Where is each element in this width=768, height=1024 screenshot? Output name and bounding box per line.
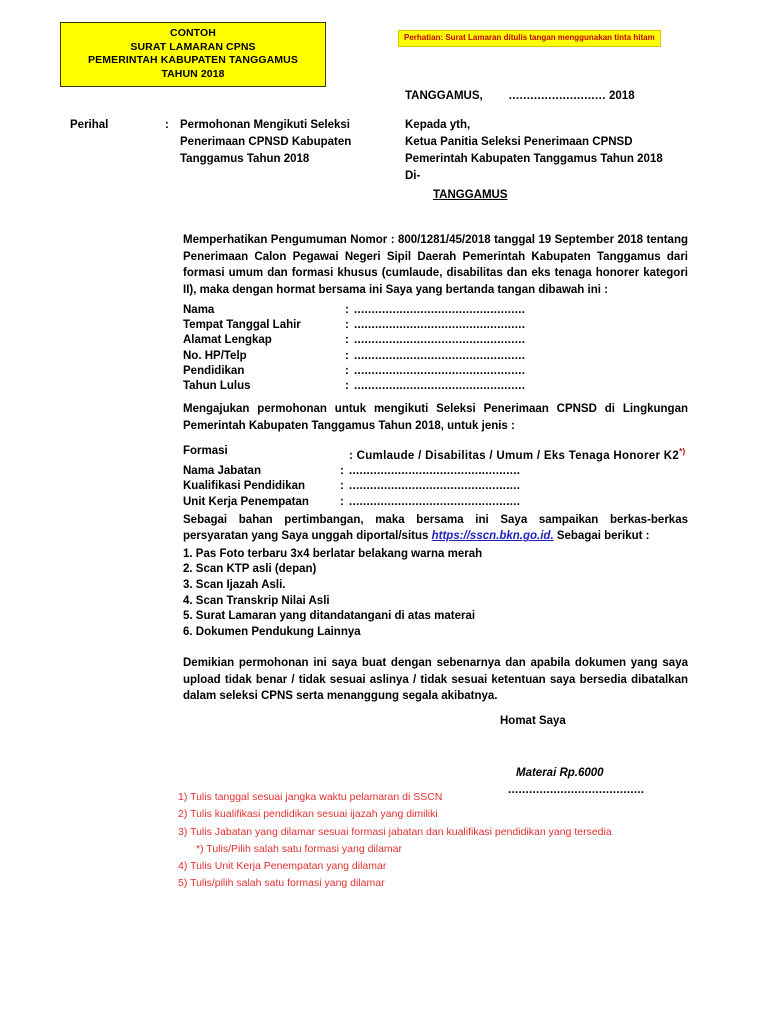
attachment-intro-text-2: Sebagai berikut :: [553, 530, 650, 543]
formasi-options: : Cumlaude / Disabilitas / Umum / Eks Tenaga Honorer K2: [349, 450, 680, 463]
field-label-pendidikan: Pendidikan: [183, 364, 245, 377]
field-label-no-hp-telp: No. HP/Telp: [183, 349, 247, 362]
table-row: [183, 364, 688, 379]
title-line-4: TAHUN 2018: [161, 67, 225, 80]
field-label-formasi: Formasi: [183, 445, 228, 458]
attention-notice-box: [398, 30, 661, 47]
field-label-tempat-tanggal-lahir: Tempat Tanggal Lahir: [183, 319, 301, 332]
attachment-intro-text-1: Sebagai bahan pertimbangan, maka bersama ini Saya sampaikan berkas-berkas persyaratan yang Saya unggah diportal/situs: [183, 513, 688, 543]
formasi-footnote-marker: *): [679, 447, 686, 457]
table-row: [183, 303, 688, 318]
title-box: [60, 22, 326, 87]
date-blank-dots: ...........................: [508, 90, 606, 102]
footnote-item-2: 2) Tulis kualifikasi pendidikan sesuai ijazah yang dimiliki: [178, 808, 438, 821]
attachment-intro-paragraph: [183, 512, 688, 545]
table-row: [183, 464, 688, 479]
field-value-pendidikan[interactable]: .................................................: [354, 364, 526, 377]
field-label-alamat-lengkap: Alamat Lengkap: [183, 334, 272, 347]
required-documents-list: [183, 547, 688, 641]
field-colon: :: [345, 380, 349, 393]
field-value-nama-jabatan[interactable]: .................................................: [349, 465, 521, 478]
attention-notice-text: Perhatian: Surat Lamaran ditulis tangan menggunakan tinta hitam: [404, 33, 655, 42]
address-line-4: Di-: [405, 170, 421, 182]
field-value-no-hp-telp[interactable]: .................................................: [354, 349, 526, 362]
field-colon: :: [345, 364, 349, 377]
address-line-2: Ketua Panitia Seleksi Penerimaan CPNSD: [405, 136, 633, 148]
field-colon: [340, 444, 349, 464]
field-colon: :: [340, 495, 344, 508]
table-row: [183, 333, 688, 348]
footnotes-block: [178, 789, 718, 893]
date-place: TANGGAMUS,: [405, 90, 483, 102]
field-colon: :: [345, 304, 349, 316]
perihal-body-line-3: Tanggamus Tahun 2018: [180, 153, 310, 165]
field-value-alamat-lengkap[interactable]: .................................................: [354, 334, 526, 347]
letter-body: [183, 232, 688, 705]
date-line: [405, 90, 635, 102]
field-label-unit-kerja-penempatan: Unit Kerja Penempatan: [183, 495, 309, 508]
list-item: 6. Dokumen Pendukung Lainnya: [183, 625, 361, 638]
field-colon: :: [345, 319, 349, 332]
footnote-item-5: 5) Tulis/pilih salah satu formasi yang dilamar: [178, 877, 385, 890]
footnote-item-3: 3) Tulis Jabatan yang dilamar sesuai formasi jabatan dan kualifikasi pendidikan yang tersedia: [178, 825, 612, 838]
address-city: TANGGAMUS: [433, 189, 508, 201]
field-colon: :: [340, 480, 344, 493]
perihal-colon: :: [165, 119, 169, 131]
signature-line[interactable]: .......................................: [508, 784, 645, 796]
field-colon: :: [345, 334, 349, 347]
table-row: [183, 495, 688, 510]
signature-block: [500, 715, 700, 796]
perihal-body-line-2: Penerimaan CPNSD Kabupaten: [180, 136, 352, 148]
field-value-nama[interactable]: .................................................: [354, 304, 526, 316]
list-item: 2. Scan KTP asli (depan): [183, 563, 317, 576]
sscn-portal-link[interactable]: https://sscn.bkn.go.id.: [431, 530, 554, 543]
field-value-formasi[interactable]: [349, 444, 688, 464]
address-block: [405, 117, 715, 204]
perihal-body: [180, 117, 395, 168]
field-label-tahun-lulus: Tahun Lulus: [183, 380, 251, 393]
list-item: 3. Scan Ijazah Asli.: [183, 579, 286, 592]
field-value-unit-kerja-penempatan[interactable]: .................................................: [349, 495, 521, 508]
address-line-3: Pemerintah Kabupaten Tanggamus Tahun 2018: [405, 153, 663, 165]
field-label-kualifikasi-pendidikan: Kualifikasi Pendidikan: [183, 480, 306, 493]
field-value-tempat-tanggal-lahir[interactable]: .................................................: [354, 319, 526, 332]
perihal-body-line-1: Permohonan Mengikuti Seleksi: [180, 119, 350, 131]
list-item: 5. Surat Lamaran yang ditandatangani di atas materai: [183, 610, 476, 623]
title-line-1: CONTOH: [170, 27, 216, 39]
field-value-kualifikasi-pendidikan[interactable]: .................................................: [349, 480, 521, 493]
address-line-1: Kepada yth,: [405, 119, 471, 131]
footnote-item-1: 1) Tulis tanggal sesuai jangka waktu pelamaran di SSCN: [178, 791, 443, 803]
table-row: [183, 318, 688, 333]
document-header: [0, 22, 768, 92]
identity-fields-table: [183, 303, 688, 394]
title-line-2: SURAT LAMARAN CPNS: [130, 40, 256, 53]
footnote-item-4: 4) Tulis Unit Kerja Penempatan yang dilamar: [178, 860, 387, 873]
closing-paragraph: Demikian permohonan ini saya buat dengan sebenarnya dan apabila dokumen yang saya upload tidak benar / tidak sesuai aslinya / tidak sesuai ketentuan saya bersedia dibatalkan dalam seleksi CPNS serta menanggung segala akibatnya.: [183, 657, 688, 703]
title-line-3: PEMERINTAH KABUPATEN TANGGAMUS: [88, 54, 298, 66]
formation-fields-table: [183, 444, 688, 510]
materai-label: Materai Rp.6000: [516, 767, 604, 779]
field-label-nama: Nama: [183, 304, 215, 316]
perihal-label: Perihal: [70, 119, 109, 131]
body-apply-paragraph: Mengajukan permohonan untuk mengikuti Seleksi Penerimaan CPNSD di Lingkungan Pemerintah Kabupaten Tanggamus Tahun 2018, untuk jenis :: [183, 403, 688, 432]
signature-salutation: Homat Saya: [500, 715, 566, 727]
field-colon: :: [340, 465, 344, 478]
field-label-nama-jabatan: Nama Jabatan: [183, 465, 261, 478]
field-colon: :: [345, 349, 349, 362]
date-year: 2018: [609, 90, 635, 102]
body-intro-paragraph: Memperhatikan Pengumuman Nomor : 800/1281/45/2018 tanggal 19 September 2018 tentang Penerimaan Calon Pegawai Negeri Sipil Daerah Pemerintah Kabupaten Tanggamus dari formasi umum dan formasi khusus (cumlaude, disabilitas dan eks tenaga honorer kategori II), maka dengan hormat bersama ini Saya yang bertanda tangan dibawah ini :: [183, 234, 688, 296]
list-item: 4. Scan Transkrip Nilai Asli: [183, 594, 330, 607]
table-row: [183, 379, 688, 394]
list-item: 1. Pas Foto terbaru 3x4 berlatar belakang warna merah: [183, 547, 483, 560]
field-value-tahun-lulus[interactable]: .................................................: [354, 380, 526, 393]
footnote-item-star: *) Tulis/Pilih salah satu formasi yang dilamar: [196, 842, 403, 855]
table-row: [183, 444, 688, 464]
table-row: [183, 479, 688, 494]
table-row: [183, 349, 688, 364]
